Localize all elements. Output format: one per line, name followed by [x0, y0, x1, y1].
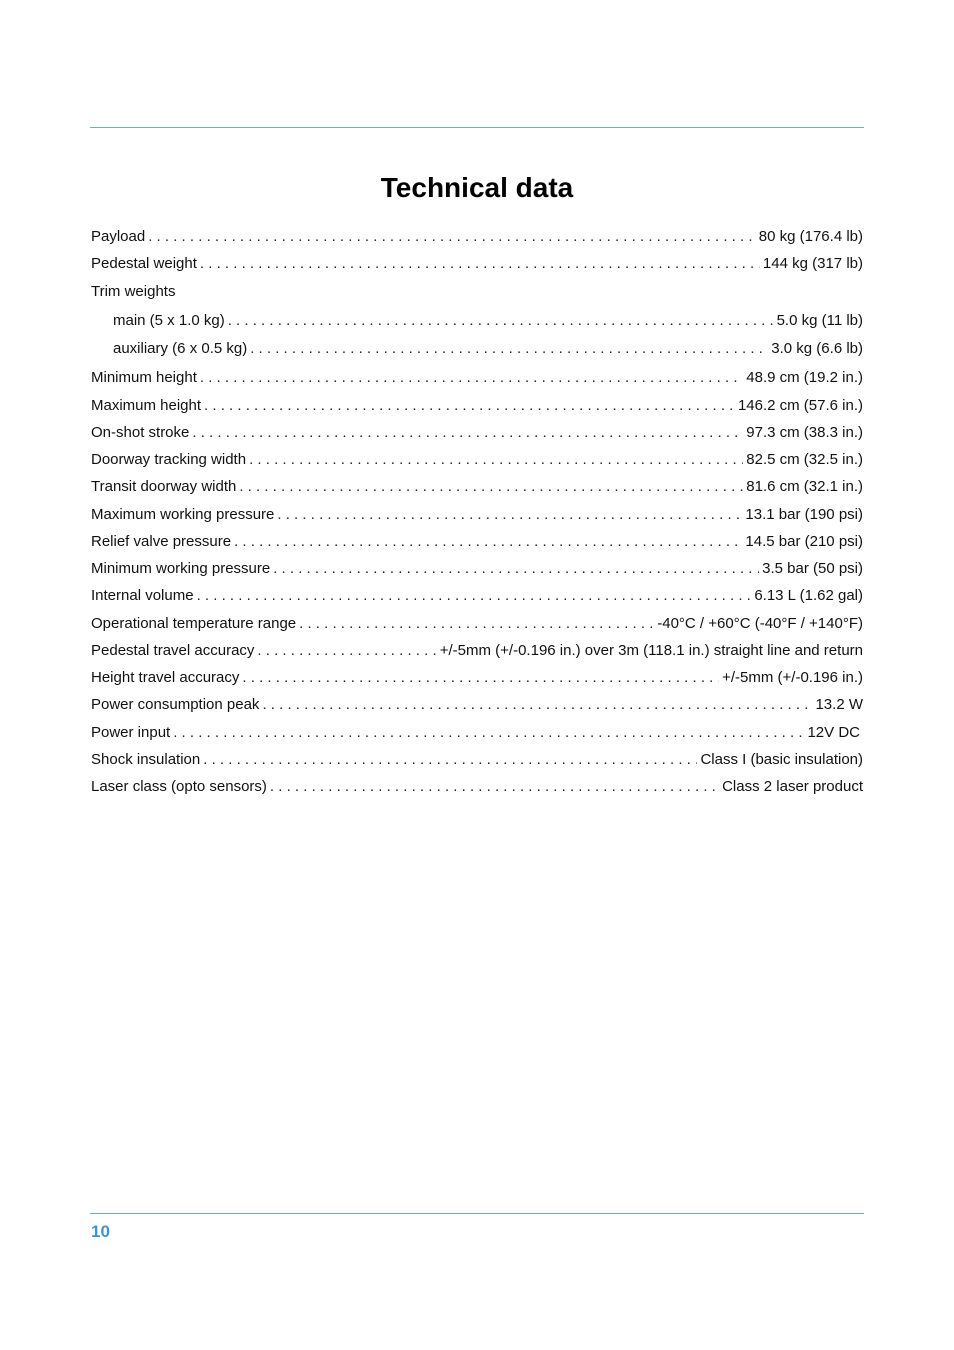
spec-value: Class I (basic insulation) [700, 751, 863, 768]
spec-heading: Trim weights [91, 283, 176, 300]
dot-leader [203, 750, 697, 770]
spec-value: 13.1 bar (190 psi) [745, 506, 863, 523]
dot-leader [257, 641, 436, 661]
spec-row-maximum-height [91, 396, 863, 416]
dot-leader [250, 339, 768, 359]
spec-value: 14.5 bar (210 psi) [745, 533, 863, 550]
page-title: Technical data [380, 172, 574, 203]
spec-value: 6.13 L (1.62 gal) [754, 587, 863, 604]
spec-row-power-consumption-peak [91, 695, 863, 715]
spec-value: 81.6 cm (32.1 in.) [746, 478, 863, 495]
spec-label: main (5 x 1.0 kg) [113, 312, 225, 329]
spec-value: 12V DC [807, 724, 860, 741]
spec-label: Doorway tracking width [91, 451, 247, 468]
spec-value: Class 2 laser product [722, 778, 863, 795]
spec-row-minimum-height [91, 368, 863, 388]
spec-row-maximum-working-pressure [91, 505, 863, 525]
spec-label: Power consumption peak [91, 696, 260, 713]
dot-leader [270, 777, 719, 797]
spec-value: +/-5mm (+/-0.196 in.) [722, 669, 863, 686]
dot-leader [273, 559, 759, 579]
page-number: 10 [91, 1222, 110, 1241]
spec-value: 3.5 bar (50 psi) [762, 560, 863, 577]
spec-value: 5.0 kg (11 lb) [776, 312, 863, 329]
spec-label: Internal volume [91, 587, 194, 604]
spec-row-trim-weights [91, 282, 863, 302]
spec-value: -40°C / +60°C (-40°F / +140°F) [657, 615, 863, 632]
spec-row-internal-volume [91, 586, 863, 606]
dot-leader [299, 614, 654, 634]
spec-row-power-input [91, 723, 863, 743]
dot-leader [242, 668, 719, 688]
spec-label: Transit doorway width [91, 478, 237, 495]
spec-label: Minimum working pressure [91, 560, 271, 577]
spec-row-operational-temperature-range [91, 614, 863, 634]
spec-label: Laser class (opto sensors) [91, 778, 267, 795]
dot-leader [200, 254, 760, 274]
spec-row-pedestal-weight [91, 254, 863, 274]
spec-value: 13.2 W [815, 696, 863, 713]
header-rule [90, 127, 864, 128]
spec-row-auxiliary-trim [113, 339, 863, 359]
spec-row-shock-insulation [91, 750, 863, 770]
spec-row-height-travel-accuracy [91, 668, 863, 688]
spec-row-main-trim [113, 311, 863, 331]
spec-label: Pedestal weight [91, 255, 197, 272]
dot-leader [262, 695, 812, 715]
dot-leader [204, 396, 735, 416]
spec-label: Payload [91, 228, 146, 245]
dot-leader [249, 450, 743, 470]
dot-leader [234, 532, 742, 552]
spec-row-payload [91, 227, 863, 247]
spec-label: Operational temperature range [91, 615, 297, 632]
spec-row-minimum-working-pressure [91, 559, 863, 579]
spec-label: On-shot stroke [91, 424, 190, 441]
spec-label: Maximum working pressure [91, 506, 275, 523]
spec-value: 82.5 cm (32.5 in.) [746, 451, 863, 468]
spec-value: 97.3 cm (38.3 in.) [746, 424, 863, 441]
spec-value: +/-5mm (+/-0.196 in.) over 3m (118.1 in.) straight line and return [439, 642, 863, 659]
spec-value: 144 kg (317 lb) [762, 255, 863, 272]
spec-row-doorway-tracking-width [91, 450, 863, 470]
spec-value: 146.2 cm (57.6 in.) [737, 397, 863, 414]
dot-leader [228, 311, 774, 331]
spec-row-laser-class [91, 777, 863, 797]
dot-leader [200, 368, 743, 388]
spec-value: 80 kg (176.4 lb) [758, 228, 863, 245]
dot-leader [173, 723, 804, 743]
spec-value: 3.0 kg (6.6 lb) [771, 340, 863, 357]
spec-row-pedestal-travel-accuracy [91, 641, 863, 661]
dot-leader [192, 423, 743, 443]
spec-row-transit-doorway-width [91, 477, 863, 497]
dot-leader [197, 586, 752, 606]
dot-leader [277, 505, 742, 525]
spec-row-on-shot-stroke [91, 423, 863, 443]
spec-label: Height travel accuracy [91, 669, 240, 686]
spec-label: Relief valve pressure [91, 533, 232, 550]
spec-label: auxiliary (6 x 0.5 kg) [113, 340, 248, 357]
spec-label: Minimum height [91, 369, 197, 386]
dot-leader [148, 227, 756, 247]
spec-label: Power input [91, 724, 171, 741]
spec-label: Shock insulation [91, 751, 201, 768]
spec-value: 48.9 cm (19.2 in.) [746, 369, 863, 386]
spec-label: Maximum height [91, 397, 202, 414]
dot-leader [239, 477, 743, 497]
footer-rule [90, 1213, 864, 1214]
spec-row-relief-valve-pressure [91, 532, 863, 552]
spec-label: Pedestal travel accuracy [91, 642, 255, 659]
